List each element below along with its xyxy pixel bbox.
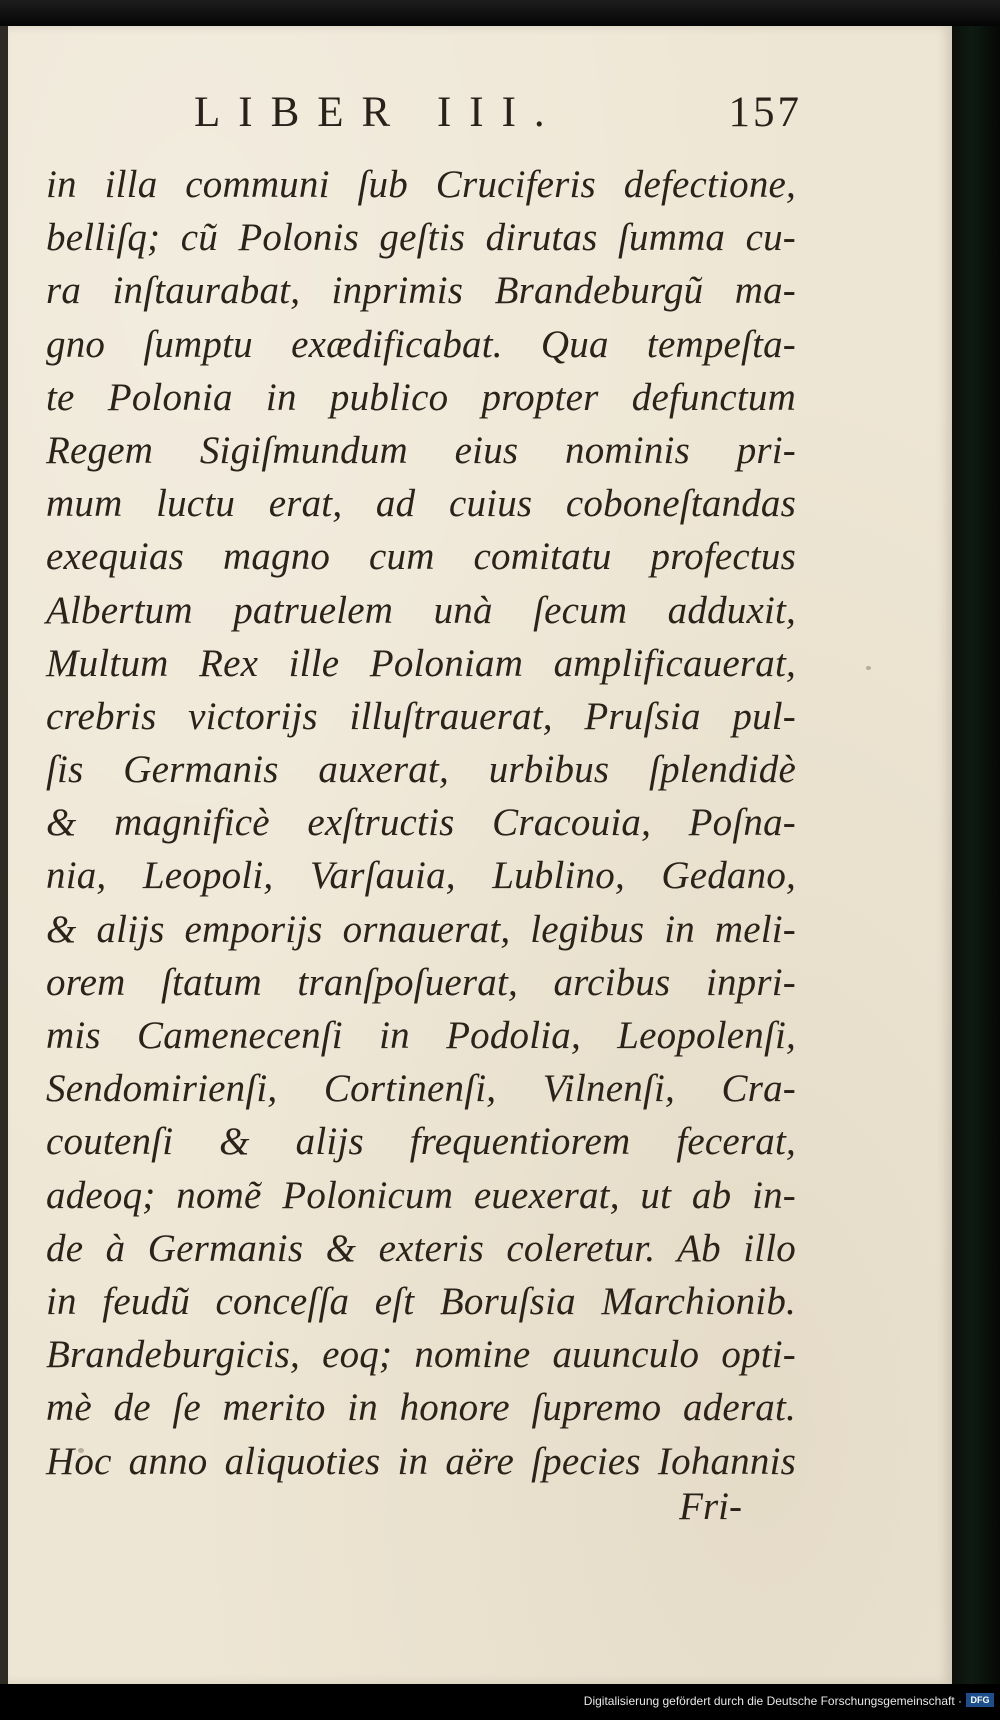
scan-footer xyxy=(0,1684,1000,1720)
text-line: de à Germanis & exteris coleretur. Ab illo xyxy=(46,1226,796,1270)
page-header xyxy=(8,88,952,148)
text-line: coutenſi & alijs frequentiorem fecerat, xyxy=(46,1120,796,1164)
text-line: Multum Rex ille Poloniam amplificauerat, xyxy=(46,641,796,685)
text-line: exequias magno cum comitatu profectus xyxy=(46,535,796,579)
text-line: orem ſtatum tranſpoſuerat, arcibus inpri- xyxy=(46,960,796,1004)
text-line: ſis Germanis auxerat, urbibus ſplendidè xyxy=(46,748,796,792)
text-line: nia, Leopoli, Varſauia, Lublino, Gedano, xyxy=(46,854,796,898)
dfg-logo: DFG xyxy=(966,1693,994,1707)
text-line: te Polonia in publico propter defunctum xyxy=(46,375,796,419)
catchword: Fri- xyxy=(679,1485,742,1528)
text-line: & alijs emporijs ornauerat, legibus in meli- xyxy=(46,907,796,951)
scan-top-border xyxy=(0,0,1000,26)
text-line: mis Camenecenſi in Podolia, Leopolenſi, xyxy=(46,1014,796,1057)
text-line: gno ſumptu exædificabat. Qua tempeſta- xyxy=(46,322,796,366)
funding-note: Digitalisierung gefördert durch die Deutsche Forschungsgemeinschaft · xyxy=(583,1694,962,1708)
text-line: ra inſtaurabat, inprimis Brandeburgũ ma- xyxy=(46,269,796,313)
text-line: mè de ſe merito in honore ſupremo aderat. xyxy=(46,1386,796,1430)
book-page xyxy=(8,26,952,1684)
text-line: belliſq; cũ Polonis geſtis dirutas ſumma cu- xyxy=(46,216,796,260)
paper-stain xyxy=(866,666,871,670)
text-line: Albertum patruelem unà ſecum adduxit, xyxy=(46,588,796,632)
text-line: Brandeburgicis, eoq; nomine auunculo opti- xyxy=(46,1333,796,1377)
text-line: adeoq; nomẽ Polonicum euexerat, ut ab in- xyxy=(46,1173,796,1217)
paper-stain xyxy=(78,1448,84,1453)
text-line: crebris victorijs illuſtrauerat, Pruſsia pul- xyxy=(46,694,796,738)
text-line: & magnificè exſtructis Cracouia, Poſna- xyxy=(46,801,796,845)
scan-right-band xyxy=(952,26,1000,1684)
text-line: mum luctu erat, ad cuius coboneſtandas xyxy=(46,482,796,526)
text-line: Hoc anno aliquoties in aëre ſpecies Iohannis xyxy=(46,1439,796,1483)
text-line: in feudũ conceſſa eſt Boruſsia Marchionib. xyxy=(46,1279,796,1323)
scan-left-edge xyxy=(0,26,8,1684)
page-number: 157 xyxy=(728,89,802,136)
body-text xyxy=(46,158,796,1488)
text-line: in illa communi ſub Cruciferis defectione, xyxy=(46,163,796,206)
text-line: Regem Sigiſmundum eius nominis pri- xyxy=(46,428,796,472)
text-line: Sendomirienſi, Cortinenſi, Vilnenſi, Cra- xyxy=(46,1067,796,1111)
running-title: LIBER III. xyxy=(194,89,563,136)
